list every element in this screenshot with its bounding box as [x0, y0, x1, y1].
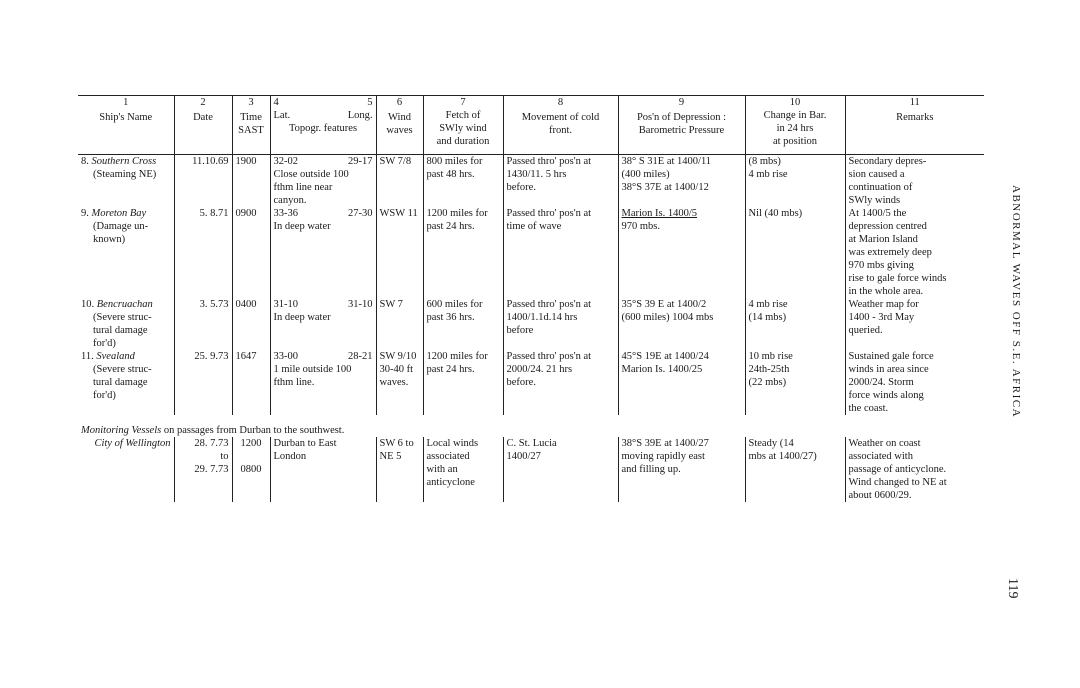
- depression-line: 970 mbs.: [621, 221, 661, 232]
- cell-line: C. St. Lucia: [506, 438, 557, 449]
- col-header-fetch: [423, 96, 503, 155]
- fetch-line: 800 miles for: [426, 156, 483, 167]
- cell-line: Wind changed to NE at: [848, 477, 947, 488]
- table-row: [78, 298, 984, 350]
- ship-name-text: Southern Cross: [91, 156, 157, 167]
- ship-note: (Damage un-: [93, 221, 149, 232]
- cell-remarks: [845, 207, 984, 298]
- cell-wind: [376, 298, 423, 350]
- col-label: Wind: [388, 112, 411, 123]
- cell-date: 5. 8.71: [174, 207, 232, 298]
- monitor-front: [503, 437, 618, 502]
- remarks-line: Weather map for: [848, 299, 919, 310]
- cell-date: 3. 5.73: [174, 298, 232, 350]
- col-label: SAST: [238, 125, 264, 136]
- topography-line: In deep water: [273, 221, 331, 232]
- monitor-ship-name: [78, 437, 174, 502]
- col-number: 4: [273, 97, 279, 108]
- monitor-remarks: [845, 437, 984, 502]
- col-number: 2: [200, 97, 206, 108]
- ship-note: known): [93, 234, 126, 245]
- fetch-line: 1200 miles for: [426, 351, 488, 362]
- cell-line: SW 6 to: [379, 438, 414, 449]
- row-number: 8.: [81, 156, 92, 167]
- col-label: Change in Bar.: [763, 110, 827, 121]
- depression-line: 38°S 37E at 1400/12: [621, 182, 709, 193]
- cell-depression: [618, 155, 745, 208]
- cell-barometer: [745, 155, 845, 208]
- topography-line: canyon.: [273, 195, 307, 206]
- front-line: Passed thro' pos'n at: [506, 299, 592, 310]
- cell-line: moving rapidly east: [621, 451, 705, 462]
- cell-line: [236, 450, 267, 463]
- cell-fetch: [423, 155, 503, 208]
- monitor-wind: [376, 437, 423, 502]
- col-header-front: [503, 96, 618, 155]
- table-row: [78, 350, 984, 415]
- latitude: 33-36: [273, 208, 298, 219]
- cell-ship-name: [78, 298, 174, 350]
- front-line: Passed thro' pos'n at: [506, 351, 592, 362]
- barometer-line: 10 mb rise: [748, 351, 793, 362]
- wind-line: WSW 11: [379, 208, 418, 219]
- cell-line: Weather on coast: [848, 438, 921, 449]
- section-row: [78, 415, 984, 437]
- cell-line: associated: [426, 451, 470, 462]
- ship-note: (Severe struc-: [93, 312, 152, 323]
- fetch-line: past 36 hrs.: [426, 312, 475, 323]
- cell-depression: [618, 350, 745, 415]
- remarks-line: the coast.: [848, 403, 889, 414]
- col-number: 5: [367, 97, 373, 108]
- cell-line: about 0600/29.: [848, 490, 912, 501]
- ship-note: for'd): [93, 390, 116, 401]
- remarks-line: Secondary depres-: [848, 156, 927, 167]
- col-number: 8: [557, 97, 564, 108]
- remarks-line: force winds along: [848, 390, 924, 401]
- wind-line: 30-40 ft: [379, 364, 414, 375]
- page-number-text: 119: [1005, 578, 1020, 599]
- col-label: at position: [772, 136, 818, 147]
- cell-position: [270, 155, 376, 208]
- ship-name: [81, 155, 171, 168]
- section-caption: [78, 415, 984, 437]
- front-line: 2000/24. 21 hrs: [506, 364, 573, 375]
- barometer-line: (22 mbs): [748, 377, 787, 388]
- col-label: and duration: [436, 136, 490, 147]
- cell-position: [270, 207, 376, 298]
- monitor-fetch: [423, 437, 503, 502]
- remarks-line: 1400 - 3rd May: [848, 312, 915, 323]
- ship-note: (Severe struc-: [93, 364, 152, 375]
- fetch-line: past 24 hrs.: [426, 221, 475, 232]
- cell-line: NE 5: [379, 451, 402, 462]
- cell-wind: [376, 207, 423, 298]
- cell-position: [270, 298, 376, 350]
- barometer-line: 24th-25th: [748, 364, 790, 375]
- table-header-row: [78, 96, 984, 155]
- cell-front: [503, 207, 618, 298]
- cell-line: anticyclone: [426, 477, 475, 488]
- col-label: Barometric Pressure: [638, 125, 725, 136]
- depression-line: (600 miles) 1004 mbs: [621, 312, 714, 323]
- remarks-line: sion caused a: [848, 169, 905, 180]
- col-header-wind: [376, 96, 423, 155]
- remarks-line: continuation of: [848, 182, 913, 193]
- front-line: before.: [506, 182, 536, 193]
- cell-line: 1400/27: [506, 451, 541, 462]
- cell-time: 0400: [232, 298, 270, 350]
- topography-line: 1 mile outside 100: [273, 364, 352, 375]
- cell-depression: [618, 298, 745, 350]
- topography-line: fthm line.: [273, 377, 315, 388]
- cell-date: 25. 9.73: [174, 350, 232, 415]
- cell-depression: [618, 207, 745, 298]
- col-label: Remarks: [896, 112, 934, 123]
- running-head: [1010, 185, 1023, 419]
- lat-long: [274, 155, 373, 168]
- cell-ship-name: [78, 350, 174, 415]
- col-label: Date: [193, 112, 213, 123]
- col-number: 3: [248, 97, 254, 108]
- front-line: before.: [506, 377, 536, 388]
- col-number: 10: [789, 97, 801, 108]
- col-label-lat: Lat.: [273, 110, 291, 121]
- cell-time: 1900: [232, 155, 270, 208]
- col-label-long: Long.: [347, 110, 373, 121]
- col-label: in 24 hrs: [776, 123, 814, 134]
- barometer-line: (8 mbs): [748, 156, 781, 167]
- front-line: Passed thro' pos'n at: [506, 156, 592, 167]
- col-number: 11: [909, 97, 920, 108]
- ship-name-text: Moreton Bay: [91, 208, 147, 219]
- cell-barometer: [745, 350, 845, 415]
- wind-line: SW 7: [379, 299, 403, 310]
- cell-front: [503, 155, 618, 208]
- cell-date: 11.10.69: [174, 155, 232, 208]
- depression-underlined: Marion Is. 1400/5: [621, 208, 698, 219]
- table-body: [78, 155, 984, 416]
- cell-line: London: [273, 451, 307, 462]
- col-number: 7: [460, 97, 466, 108]
- depression-line: 38° S 31E at 1400/11: [621, 156, 712, 167]
- cell-fetch: [423, 207, 503, 298]
- cell-fetch: [423, 298, 503, 350]
- cell-wind: [376, 350, 423, 415]
- wind-line: SW 9/10: [379, 351, 417, 362]
- front-line: time of wave: [506, 221, 562, 232]
- cell-fetch: [423, 350, 503, 415]
- topography-line: fthm line near: [273, 182, 333, 193]
- barometer-line: (14 mbs): [748, 312, 787, 323]
- ship-note: (Steaming NE): [93, 169, 157, 180]
- cell-front: [503, 350, 618, 415]
- front-line: 1400/1.1d.14 hrs: [506, 312, 578, 323]
- longitude: 29-17: [348, 156, 373, 167]
- longitude: 27-30: [348, 208, 373, 219]
- fetch-line: 1200 miles for: [426, 208, 488, 219]
- barometer-line: 4 mb rise: [748, 169, 788, 180]
- lat-long: [274, 350, 373, 363]
- col-label: Movement of cold: [521, 112, 600, 123]
- cell-time: 1647: [232, 350, 270, 415]
- ship-observations-table: [78, 95, 984, 502]
- col-header-remarks: [845, 96, 984, 155]
- ship-note: for'd): [93, 338, 116, 349]
- remarks-line: SWly winds: [848, 195, 901, 206]
- fetch-line: 600 miles for: [426, 299, 483, 310]
- cell-line: 38°S 39E at 1400/27: [621, 438, 709, 449]
- col-label: waves: [386, 125, 413, 136]
- col-label: front.: [548, 125, 573, 136]
- col-lat-long: [274, 109, 373, 122]
- depression-line: Marion Is. 1400/25: [621, 364, 703, 375]
- monitoring-row: [78, 437, 984, 502]
- lat-long: [274, 298, 373, 311]
- monitor-time: [232, 437, 270, 502]
- front-line: Passed thro' pos'n at: [506, 208, 592, 219]
- cell-position: [270, 350, 376, 415]
- remarks-line: At 1400/5 the: [848, 208, 907, 219]
- cell-line: 0800: [240, 464, 262, 475]
- cell-line: 29. 7.73: [194, 464, 229, 475]
- topography-line: In deep water: [273, 312, 331, 323]
- col-label: Pos'n of Depression :: [636, 112, 727, 123]
- fetch-line: past 24 hrs.: [426, 364, 475, 375]
- cell-barometer: [745, 207, 845, 298]
- remarks-line: at Marion Island: [848, 234, 918, 245]
- barometer-line: Nil (40 mbs): [748, 208, 803, 219]
- cell-line: 1200: [240, 438, 262, 449]
- page-number: [1005, 578, 1021, 599]
- row-number: 10.: [81, 299, 97, 310]
- monitor-date: [174, 437, 232, 502]
- remarks-line: rise to gale force winds: [848, 273, 947, 284]
- remarks-line: 2000/24. Storm: [848, 377, 914, 388]
- remarks-line: was extremely deep: [848, 247, 932, 258]
- barometer-line: 4 mb rise: [748, 299, 788, 310]
- monitor-route: [270, 437, 376, 502]
- col-label-topo: Topogr. features: [288, 123, 358, 134]
- ship-note: tural damage: [93, 377, 148, 388]
- ship-name: [81, 207, 171, 220]
- cell-line: Local winds: [426, 438, 479, 449]
- cell-line: and filling up.: [621, 464, 681, 475]
- cell-barometer: [745, 298, 845, 350]
- col-header-date: [174, 96, 232, 155]
- col-label: Ship's Name: [99, 112, 153, 123]
- remarks-line: winds in area since: [848, 364, 929, 375]
- col-number: 6: [396, 97, 403, 108]
- monitor-depression: [618, 437, 745, 502]
- wind-line: waves.: [379, 377, 409, 388]
- running-head-text: ABNORMAL WAVES OFF S.E. AFRICA: [1010, 185, 1022, 419]
- cell-line: Durban to East: [273, 438, 337, 449]
- cell-front: [503, 298, 618, 350]
- table-row: [78, 155, 984, 208]
- topography-line: Close outside 100: [273, 169, 349, 180]
- cell-line: Steady (14: [748, 438, 794, 449]
- lat-long: [274, 207, 373, 220]
- ship-name: [81, 350, 171, 363]
- col-header-time: [232, 96, 270, 155]
- depression-line: 45°S 19E at 1400/24: [621, 351, 709, 362]
- ship-name: [81, 298, 171, 311]
- col-header-depression: [618, 96, 745, 155]
- section-caption-text: on passages from Durban to the southwest.: [161, 425, 345, 436]
- ship-note: tural damage: [93, 325, 148, 336]
- section-caption-italic: Monitoring Vessels: [81, 425, 162, 436]
- ship-name: City of Wellington: [94, 438, 171, 449]
- fetch-line: past 48 hrs.: [426, 169, 475, 180]
- col-header-ships-name: [78, 96, 174, 155]
- ship-name-text: Bencruachan: [96, 299, 153, 310]
- col-label: Fetch of: [445, 110, 481, 121]
- cell-remarks: [845, 350, 984, 415]
- col-numbers: [274, 96, 373, 109]
- remarks-line: depression centred: [848, 221, 927, 232]
- cell-remarks: [845, 155, 984, 208]
- latitude: 33-00: [273, 351, 298, 362]
- latitude: 32-02: [273, 156, 298, 167]
- cell-line: 28. 7.73: [194, 438, 229, 449]
- longitude: 31-10: [348, 299, 373, 310]
- cell-line: passage of anticyclone.: [848, 464, 947, 475]
- col-number: 1: [123, 97, 129, 108]
- monitor-barometer: [745, 437, 845, 502]
- row-number: 11.: [81, 351, 97, 362]
- remarks-line: queried.: [848, 325, 883, 336]
- front-line: before: [506, 325, 534, 336]
- col-header-barometer: [745, 96, 845, 155]
- cell-line: to: [220, 451, 229, 462]
- ship-name-text: Svealand: [96, 351, 135, 362]
- depression-line: 35°S 39 E at 1400/2: [621, 299, 707, 310]
- cell-line: associated with: [848, 451, 913, 462]
- remarks-line: in the whole area.: [848, 286, 924, 297]
- latitude: 31-10: [273, 299, 298, 310]
- remarks-line: 970 mbs giving: [848, 260, 914, 271]
- cell-wind: [376, 155, 423, 208]
- cell-ship-name: [78, 155, 174, 208]
- row-number: 9.: [81, 208, 92, 219]
- cell-line: mbs at 1400/27): [748, 451, 817, 462]
- depression-line: (400 miles): [621, 169, 670, 180]
- remarks-line: Sustained gale force: [848, 351, 934, 362]
- col-header-position: [270, 96, 376, 155]
- cell-time: 0900: [232, 207, 270, 298]
- front-line: 1430/11. 5 hrs: [506, 169, 567, 180]
- wind-line: SW 7/8: [379, 156, 412, 167]
- col-label: SWly wind: [439, 123, 487, 134]
- cell-ship-name: [78, 207, 174, 298]
- col-label: Time: [240, 112, 262, 123]
- longitude: 28-21: [348, 351, 373, 362]
- cell-remarks: [845, 298, 984, 350]
- cell-line: with an: [426, 464, 458, 475]
- col-number: 9: [678, 97, 685, 108]
- table-row: [78, 207, 984, 298]
